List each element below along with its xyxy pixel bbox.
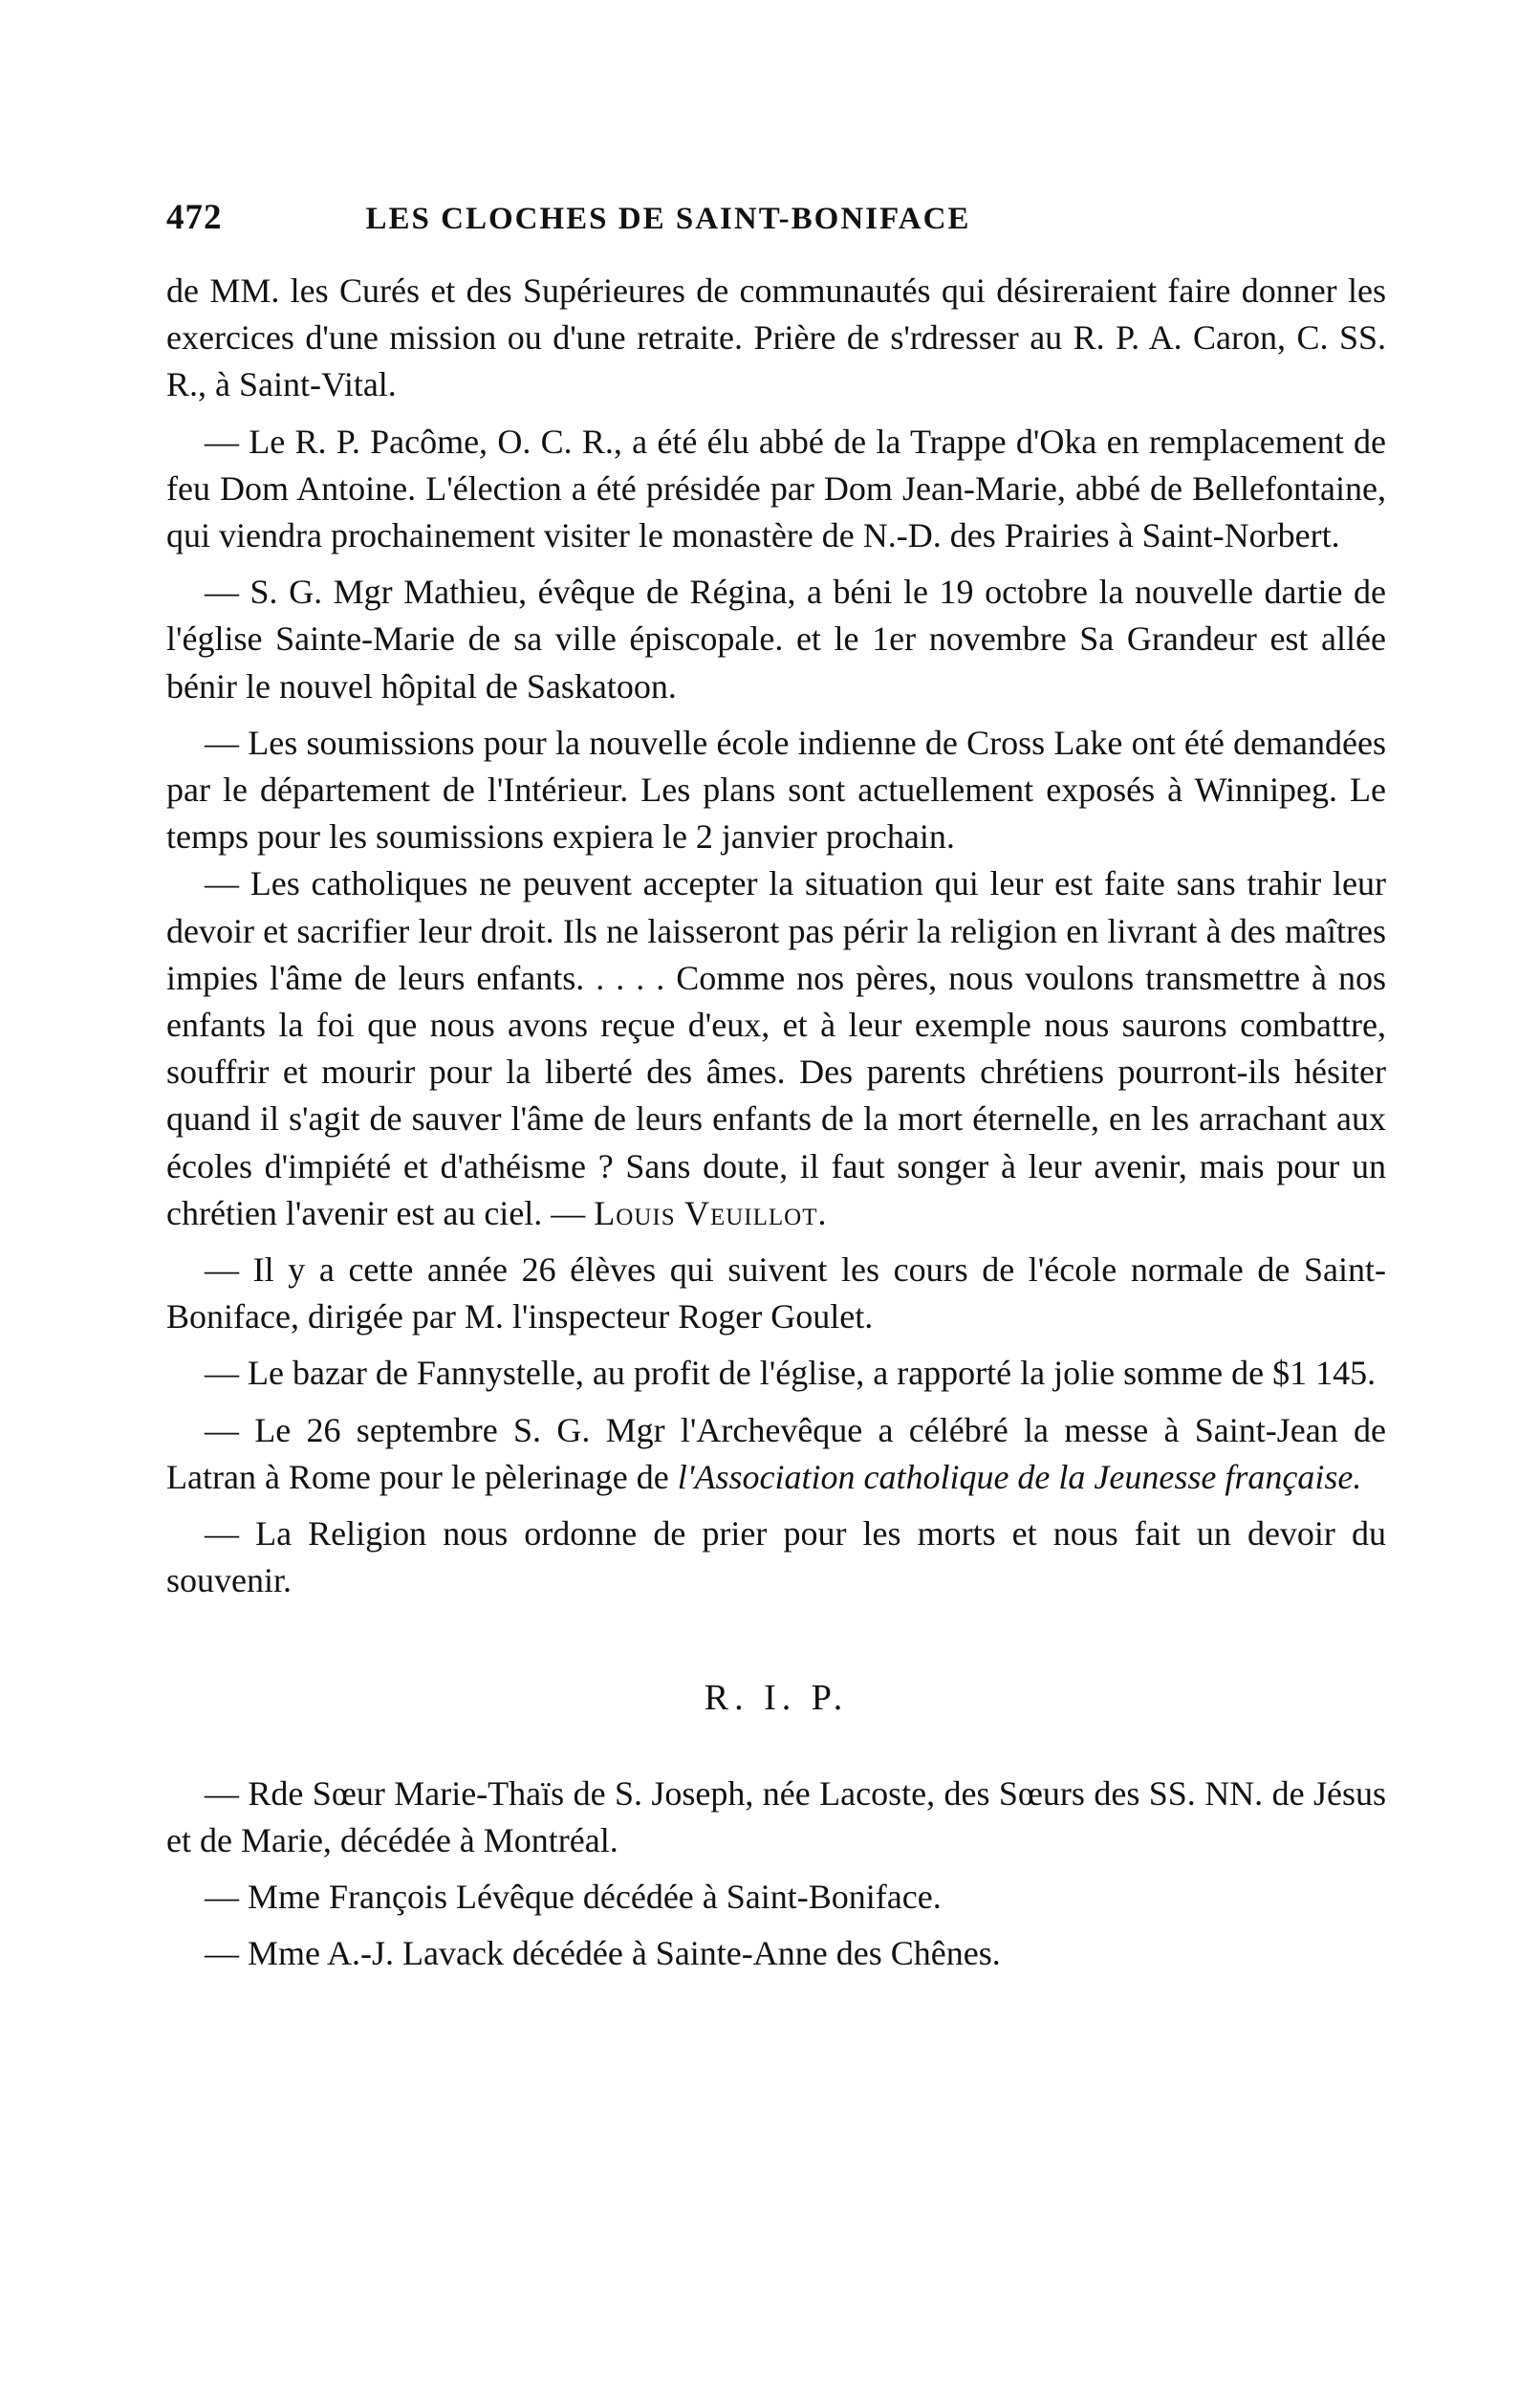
paragraph-bazar: — Le bazar de Fannystelle, au profit de l'église, a rapporté la jolie somme de $1 145. (205, 1354, 1377, 1393)
paragraph-cross-lake: — Les soumissions pour la nouvelle école indienne de Cross Lake ont été demandées par le département de l'Intérieur. Les plans sont actuellement exposés à Winnipeg. Le temps pour les soumissions expiera le 2 janvier prochain. (166, 723, 1386, 857)
paragraph-trappe: — Le R. P. Pacôme, O. C. R., a été élu abbé de la Trappe d'Oka en remplacement de feu Dom Antoine. L'élection a été présidée par Dom Jean-Marie, abbé de Bellefontaine, qui viendra prochainement visiter le monastère de N.-D. des Prairies à Saint-Norbert. (166, 422, 1386, 555)
page-number: 472 (166, 198, 223, 237)
latran-text: — Le 26 septembre S. G. Mgr l'Archevêque a célébré la messe à Saint-Jean de Latran à Rome pour le pèlerinage de (166, 1410, 1386, 1496)
running-title: LES CLOCHES DE SAINT-BONIFACE (365, 202, 971, 236)
page-header (166, 196, 1386, 241)
paragraph-ecole-normale: — Il y a cette année 26 élèves qui suivent les cours de l'école normale de Saint-Boniface, dirigée par M. l'inspecteur Roger Goulet. (166, 1250, 1386, 1336)
catholiques-text: — Les catholiques ne peuvent accepter la situation qui leur est faite sans trahir leur devoir et sacrifier leur droit. Ils ne laisseront pas périr la religion en livrant à des maîtres impies l'âme de leurs enfants. . . . . Comme nos pères, nous voulons transmettre à nos enfants la foi que nous avons reçue d'eux, et à leur exemple nous saurons combattre, souffrir et mourir pour la liberté des âmes. Des parents chrétiens pourront-ils hésiter quand il s'agit de sauver l'âme de leurs enfants de la mort éternelle, en les arrachant aux écoles d'impiété et d'athéisme ? Sans doute, il faut songer à leur avenir, mais pour un chrétien l'avenir est au ciel. — (166, 864, 1386, 1232)
rip-entry-lavack: — Mme A.-J. Lavack décédée à Sainte-Anne des Chênes. (205, 1934, 1001, 1973)
paragraph-catholiques (166, 860, 1386, 1237)
page-body (166, 268, 1386, 1978)
signature: Louis Veuillot. (594, 1193, 828, 1232)
association-name: l'Association catholique de la Jeunesse française. (677, 1457, 1362, 1496)
rip-heading: R. I. P. (704, 1678, 849, 1719)
paragraph-religion: — La Religion nous ordonne de prier pour les morts et nous fait un devoir du souvenir. (166, 1514, 1386, 1600)
paragraph-regina: — S. G. Mgr Mathieu, évêque de Régina, a béni le 19 octobre la nouvelle dartie de l'église Sainte-Marie de sa ville épiscopale. et le 1er novembre Sa Grandeur est allée bénir le nouvel hôpital de Saskatoon. (166, 573, 1386, 706)
rip-entry-leveque: — Mme François Lévêque décédée à Saint-Boniface. (205, 1878, 942, 1917)
paragraph-retraite: de MM. les Curés et des Supérieures de communautés qui désireraient faire donner les exercices d'une mission ou d'une retraite. Prière de s'rdresser au R. P. A. Caron, C. SS. R., à Saint-Vital. (166, 272, 1386, 404)
paragraph-latran (166, 1407, 1386, 1501)
rip-entry-lacoste: — Rde Sœur Marie-Thaïs de S. Joseph, née Lacoste, des Sœurs des SS. NN. de Jésus et de Marie, décédée à Montréal. (166, 1773, 1386, 1859)
